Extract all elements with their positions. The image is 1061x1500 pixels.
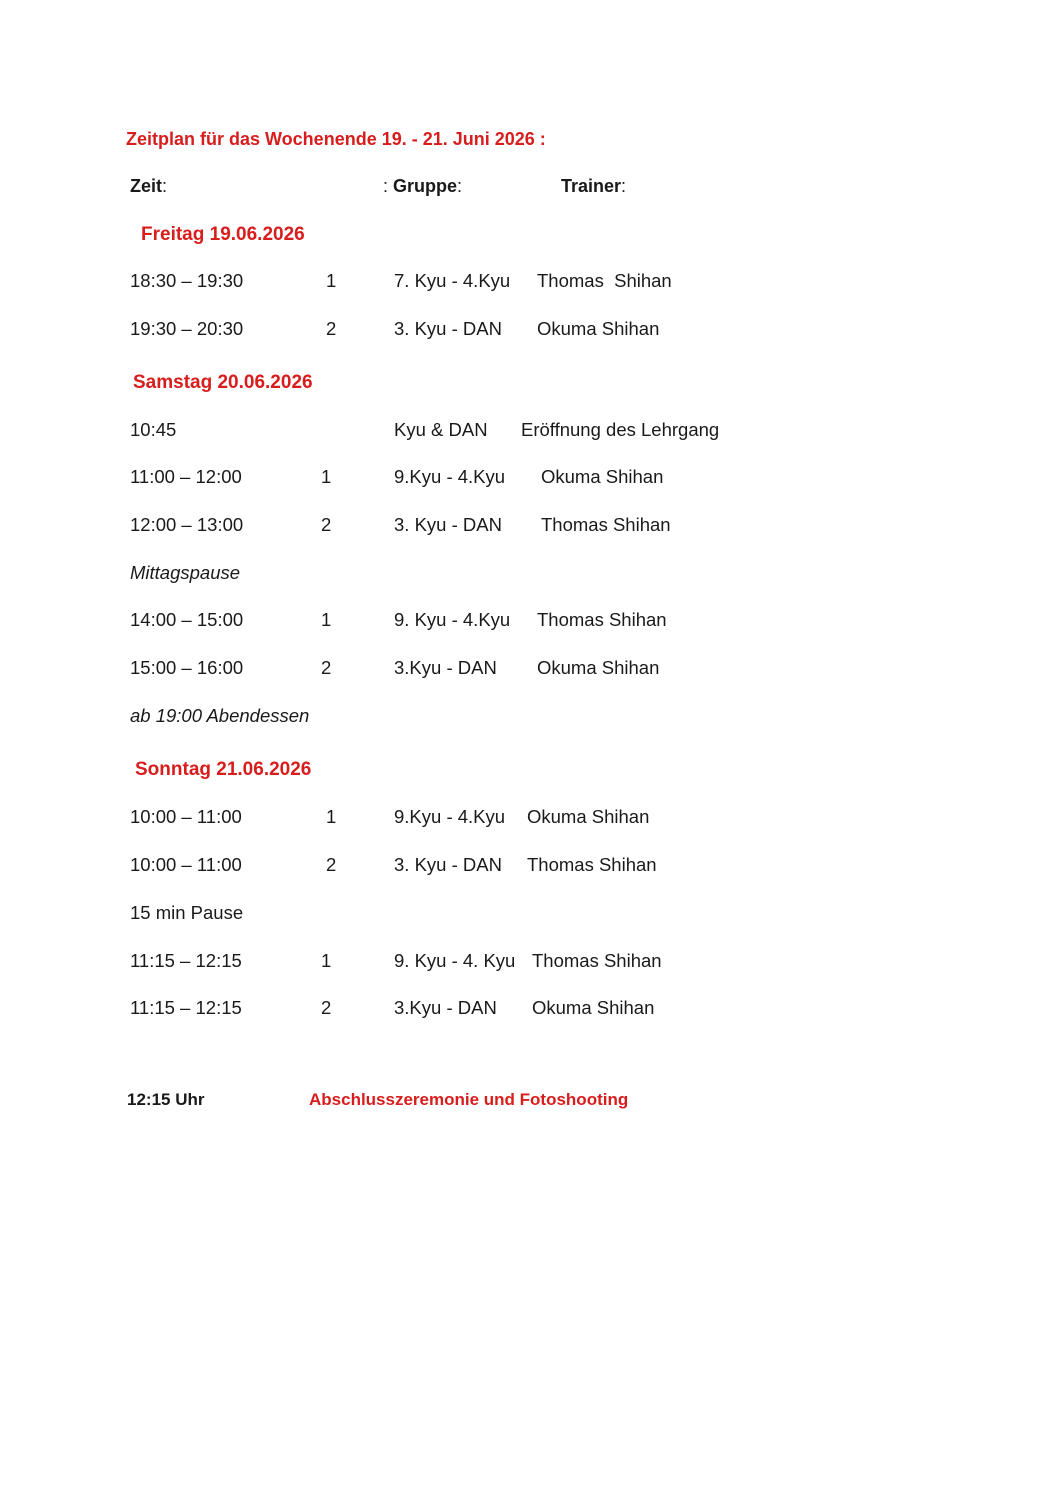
row-level: 3. Kyu - DAN <box>394 854 502 875</box>
row-level: 3. Kyu - DAN <box>394 514 502 535</box>
row-level: 7. Kyu - 4.Kyu <box>394 270 511 291</box>
row-time: 11:15 – 12:15 <box>130 997 242 1018</box>
row-level: 9.Kyu - 4.Kyu <box>394 466 506 487</box>
row-time: 10:00 – 11:00 <box>130 854 242 875</box>
day-heading-friday: Freitag 19.06.2026 <box>141 224 305 245</box>
day-heading-sunday: Sonntag 21.06.2026 <box>135 759 312 780</box>
dinner-note: ab 19:00 Abendessen <box>130 705 310 726</box>
row-level: 9. Kyu - 4. Kyu <box>394 950 516 971</box>
row-group: 2 <box>321 657 332 678</box>
closing-time: 12:15 Uhr <box>127 1090 205 1109</box>
row-group: 2 <box>326 318 337 339</box>
row-time: 15:00 – 16:00 <box>130 657 244 678</box>
row-level: 3. Kyu - DAN <box>394 318 502 339</box>
row-level: 3.Kyu - DAN <box>394 657 497 678</box>
row-event: Eröffnung des Lehrgang <box>521 419 720 440</box>
row-time: 10:00 – 11:00 <box>130 806 242 827</box>
day-heading-saturday: Samstag 20.06.2026 <box>133 372 313 393</box>
row-time: 18:30 – 19:30 <box>130 270 244 291</box>
header-gruppe: : Gruppe: <box>383 176 463 196</box>
row-group: 1 <box>326 806 337 827</box>
row-time: 12:00 – 13:00 <box>130 514 244 535</box>
row-trainer: Okuma Shihan <box>537 318 660 339</box>
closing-event: Abschlusszeremonie und Fotoshooting <box>309 1090 629 1109</box>
pause-note: 15 min Pause <box>130 902 244 923</box>
row-trainer: Thomas Shihan <box>532 950 662 971</box>
row-trainer: Okuma Shihan <box>537 657 660 678</box>
row-level: 9. Kyu - 4.Kyu <box>394 609 511 630</box>
row-group: 1 <box>321 950 332 971</box>
header-zeit: Zeit: <box>130 176 168 196</box>
row-level: 9.Kyu - 4.Kyu <box>394 806 506 827</box>
row-trainer: Okuma Shihan <box>532 997 655 1018</box>
row-trainer: Okuma Shihan <box>527 806 650 827</box>
row-level: 3.Kyu - DAN <box>394 997 497 1018</box>
row-group: 1 <box>321 609 332 630</box>
row-trainer: Thomas Shihan <box>541 514 671 535</box>
row-time: 11:00 – 12:00 <box>130 466 242 487</box>
page-title: Zeitplan für das Wochenende 19. - 21. Juni 2026 : <box>126 129 546 149</box>
row-time: 19:30 – 20:30 <box>130 318 244 339</box>
row-trainer: Okuma Shihan <box>541 466 664 487</box>
row-group: 2 <box>321 997 332 1018</box>
row-level: Kyu & DAN <box>394 419 488 440</box>
row-time: 10:45 <box>130 419 177 440</box>
row-group: 2 <box>326 854 337 875</box>
row-time: 14:00 – 15:00 <box>130 609 244 630</box>
row-group: 1 <box>326 270 337 291</box>
lunch-break: Mittagspause <box>130 562 241 583</box>
row-group: 1 <box>321 466 332 487</box>
row-trainer: Thomas Shihan <box>527 854 657 875</box>
header-trainer: Trainer: <box>561 176 627 196</box>
row-trainer: Thomas Shihan <box>537 609 667 630</box>
row-trainer: Thomas Shihan <box>537 270 672 291</box>
row-time: 11:15 – 12:15 <box>130 950 242 971</box>
row-group: 2 <box>321 514 332 535</box>
